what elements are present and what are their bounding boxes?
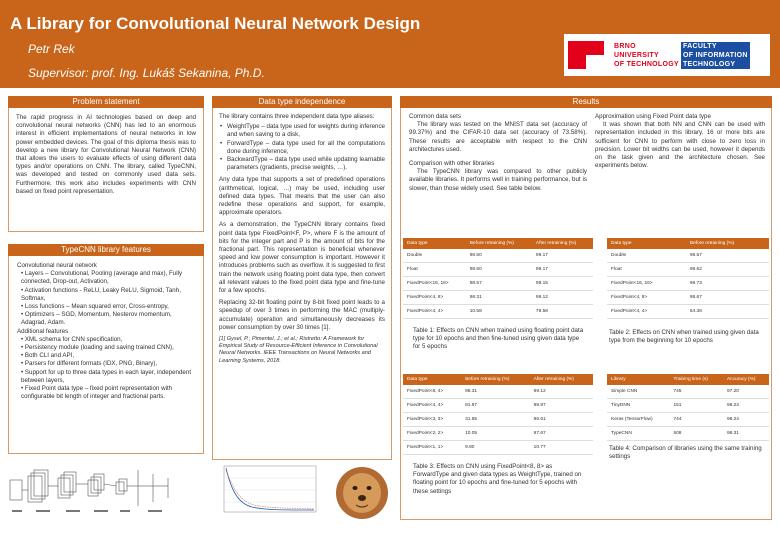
table-cell: Double [607, 249, 686, 263]
table-row [403, 277, 593, 291]
table-4 [607, 374, 769, 461]
table-row [403, 249, 593, 263]
table-row [607, 291, 769, 305]
logo-cell: BRNO [614, 42, 636, 50]
table-caption: Table 3: Effects on CNN using FixedPoint<8, 8> as ForwardType and given data types as WeightType, trained on floating point for 10 epochs and fine-tuned for 5 epochs with these settings [413, 463, 582, 495]
table-header: After retraining (%) [530, 374, 593, 385]
table-row [403, 305, 593, 319]
section-heading-datatype: Data type independence [212, 96, 392, 108]
table-cell: 98.24 [723, 413, 769, 427]
table-3 [403, 374, 593, 496]
table-header: Before retraining (%) [686, 238, 769, 249]
table-cell: 98.57 [466, 277, 532, 291]
results-approx [595, 113, 765, 170]
table-cell: FixedPoint<2, 2> [403, 427, 461, 441]
table-cell: TypeCNN [607, 427, 669, 441]
table-cell: FixedPoint<16, 16> [403, 277, 466, 291]
author-name: Petr Rek [28, 42, 75, 56]
table-cell: Double [403, 249, 466, 263]
features-line: • Activation functions - ReLU, Leaky ReLU, Sigmoid, Tanh, Softmax, [21, 286, 181, 302]
table-cell: FixedPoint<4, 8> [403, 291, 466, 305]
table-row [403, 399, 593, 413]
features-line: • Both CLI and API, [21, 352, 75, 360]
table-header: Library [607, 374, 669, 385]
table-cell: FixedPoint<4, 4> [403, 399, 461, 413]
features-line: • XML schema for CNN specification, [21, 335, 123, 343]
table-row [403, 441, 593, 455]
table-cell: 81.97 [461, 399, 530, 413]
table-row [403, 385, 593, 399]
features-line: • Parsers for different formats (IDX, PNG, Binary), [21, 360, 158, 368]
table-caption: Table 4: Comparison of libraries using the same training settings [609, 445, 762, 461]
table-row [607, 427, 769, 441]
table-cell: FixedPoint<1, 1> [403, 441, 461, 455]
table-cell: 31.85 [461, 413, 530, 427]
datatype-bullet: • ForwardType – data type used for all the computations done during inference, [219, 140, 385, 156]
problem-text: The rapid progress in AI technologies based on deep and convolutional neural networks (CNN) has led to an enormous interest in efficient implementations of neural networks in low power embedded devices. The goal of this diploma thesis was to develop a new library for Convolutional Neural Network (CNN) that allows the users to evaluate effects of using different data types and/or operations on CNN. The library, called TypeCNN, was developed and tested on commonly used data sets. Furthermore, this work also includes experiments with CNN based on fixed point representation. [16, 114, 196, 195]
table-2 [607, 238, 769, 345]
table-cell: 97.67 [530, 427, 593, 441]
datatype-paragraph: Replacing 32-bit floating point by 8-bit fixed point leads to a speedup of over 3 times in performing the MAC (multiply-accumulate) operation and simultaneously decreases its power consumption by over 30 times [1]. [219, 299, 385, 331]
features-line: Convolutional neural network [17, 262, 97, 269]
logo-cell: OF INFORMATION [682, 51, 748, 59]
table-1 [403, 238, 593, 352]
table-cell: 9.80 [461, 441, 530, 455]
features-line: • Loss functions – Mean squared error, Cross-entropy, [21, 303, 169, 311]
table-cell: 99.17 [532, 249, 593, 263]
features-line: • Optimizers – SGD, Momentum, Nesterov momentum, Adagrad, Adam. [21, 311, 172, 327]
vut-logo-icon [568, 38, 608, 72]
table-cell: 745 [669, 385, 723, 399]
table-cell: 10.58 [466, 305, 532, 319]
datatype-intro: The library contains three independent data type aliases: [219, 113, 375, 120]
datatype-paragraph: As a demonstration, the TypeCNN library contains fixed point data type FixedPoint<F, P>, where F is the amount of bits for the integer part and P is the amount of bits for the fractional part. This representation is beneficial whenever speed and low power consumption is important. However it introduces problems such as overflow. It is suggested to first train the network using floating point data type, then convert all relevant values to the fixed point data type and fine-tune for a few epochs. [219, 221, 385, 295]
table-cell: 79.58 [532, 305, 593, 319]
table-row [607, 277, 769, 291]
table-row [403, 263, 593, 277]
table-cell: 10.77 [530, 441, 593, 455]
logo-cell: OF TECHNOLOGY [614, 60, 679, 68]
datatype-bullet: • BackwardType – data type used while updating learnable parameters (gradients, precise weights, …). [219, 156, 385, 172]
table-cell: FixedPoint<3, 3> [403, 413, 461, 427]
logo-cell: TECHNOLOGY [681, 60, 750, 69]
table-header: Before retraining (%) [466, 238, 532, 249]
section-features [8, 256, 204, 454]
table-cell: 98.67 [686, 291, 769, 305]
table-cell: 99.12 [530, 385, 593, 399]
table-cell: 97.20 [723, 385, 769, 399]
section-datatype [212, 108, 392, 460]
table-row [403, 291, 593, 305]
table-cell: 98.23 [723, 399, 769, 413]
table-header: Data type [403, 238, 466, 249]
section-problem [8, 108, 204, 232]
table-cell: 508 [669, 427, 723, 441]
datatype-bullet: • WeightType – data type used for weights during inference and when saving to a disk, [219, 123, 385, 139]
logo-cell: FACULTY [681, 42, 750, 51]
table-cell: FixedPoint<4, 8> [607, 291, 686, 305]
table-cell: 98.31 [466, 291, 532, 305]
table-cell: Float [403, 263, 466, 277]
university-logo [564, 34, 770, 76]
results-common [409, 113, 587, 193]
poster-header [0, 0, 780, 88]
table-caption: Table 2: Effects on CNN when trained using given data type from the beginning for 10 epochs [609, 329, 759, 345]
table-header: Data type [403, 374, 461, 385]
results-subheading: Approximation using Fixed Point data type [595, 113, 711, 120]
table-cell: 98.60 [466, 263, 532, 277]
table-row [607, 249, 769, 263]
table-header: Accuracy (%) [723, 374, 769, 385]
results-subheading: Comparison with other libraries [409, 160, 495, 168]
table-row [607, 413, 769, 427]
table-cell: 744 [669, 413, 723, 427]
table-header: Before retraining (%) [461, 374, 530, 385]
table-header: After retraining (%) [532, 238, 593, 249]
table-cell: 98.60 [466, 249, 532, 263]
table-row [607, 399, 769, 413]
table-cell: 98.97 [530, 399, 593, 413]
section-heading-problem: Problem statement [8, 96, 204, 108]
results-text: The TypeCNN library was compared to other publicly available libraries. It performs well in training performance, but is slower, than those widely used. See table below. [409, 168, 587, 192]
table-header: Data type [607, 238, 686, 249]
table-cell: TinyDNN [607, 399, 669, 413]
features-line: • Fixed Point data type – fixed point representation with configurable bit length of integer and fractional parts. [21, 385, 173, 401]
table-cell: 98.31 [723, 427, 769, 441]
features-line: Additional features [17, 327, 69, 335]
logo-text [612, 42, 750, 69]
table-cell: FixedPoint<8, 4> [403, 385, 461, 399]
table-cell: 10.05 [461, 427, 530, 441]
logo-cell: UNIVERSITY [614, 51, 660, 59]
table-cell: 99.12 [532, 291, 593, 305]
table-cell: 98.31 [461, 385, 530, 399]
supervisor-name: Supervisor: prof. Ing. Lukáš Sekanina, Ph.D. [28, 66, 265, 80]
poster-title: A Library for Convolutional Neural Network Design [10, 14, 421, 33]
features-line: • Support for up to three data types in each layer, independent between layers, [21, 368, 192, 384]
table-cell: 151 [669, 399, 723, 413]
cnn-architecture-figure [8, 464, 204, 522]
table-row [607, 385, 769, 399]
section-heading-results: Results [400, 96, 772, 108]
table-cell: 99.15 [532, 277, 593, 291]
table-cell: Simple CNN [607, 385, 669, 399]
table-cell: 98.57 [686, 249, 769, 263]
table-cell: 99.17 [532, 263, 593, 277]
features-line: • Persistency module (loading and saving trained CNN), [21, 344, 174, 352]
table-row [403, 427, 593, 441]
results-subheading: Common data sets [409, 113, 461, 120]
results-text: The library was tested on the MNIST data set (accuracy of 99.37%) and the CIFAR-10 data set (accuracy of 73.58%). These results are acceptable with respect to the CNN architectures used. [409, 121, 587, 153]
section-results [400, 108, 772, 520]
results-text: It was shown that both NN and CNN can be used with representation included in this library. 16 or more bits are sufficient for CNN to perform with close to zero loss in precision. Lower bit widths can be used, however it depends on the task given and the architecture chosen. See experiments below. [595, 121, 765, 170]
table-cell: 98.62 [686, 263, 769, 277]
table-caption: Table 1: Effects on CNN when trained using floating point data type for 10 epochs and then fine-tuned using given data type for 5 epochs [413, 327, 584, 351]
datatype-bullets [219, 123, 385, 172]
table-row [607, 263, 769, 277]
datatype-paragraph: Any data type that supports a set of predefined operations (arithmetical, logical, …) may be used, including user defined data types. That means that the user can also redefine these operations and support, for example, approximate operators. [219, 176, 385, 217]
table-cell: FixedPoint<16, 16> [607, 277, 686, 291]
table-header: Training time (s) [669, 374, 723, 385]
loss-curve-figure [212, 464, 322, 522]
table-cell: 96.61 [530, 413, 593, 427]
table-row [607, 305, 769, 319]
table-cell: FixedPoint<4, 4> [403, 305, 466, 319]
table-row [403, 413, 593, 427]
table-cell: 64.38 [686, 305, 769, 319]
section-heading-features: TypeCNN library features [8, 244, 204, 256]
features-line: • Layers – Convolutional, Pooling (average and max), Fully connected, Drop-out, Activation, [21, 270, 183, 286]
features-list [17, 262, 195, 401]
table-cell: Keras (TensorFlow) [607, 413, 669, 427]
table-cell: Float [607, 263, 686, 277]
table-cell: FixedPoint<4, 4> [607, 305, 686, 319]
datatype-reference: [1] Gysel, P.; Pimentel, J.; et al.; Ristretto: A Framework for Empirical Study of Resource-Efficient Inference in Convolutional Neural Networks. IEEE Transactions on Neural Networks and Learning Systems, 2018. [219, 336, 378, 364]
table-cell: 98.73 [686, 277, 769, 291]
dog-image-figure [325, 464, 400, 522]
